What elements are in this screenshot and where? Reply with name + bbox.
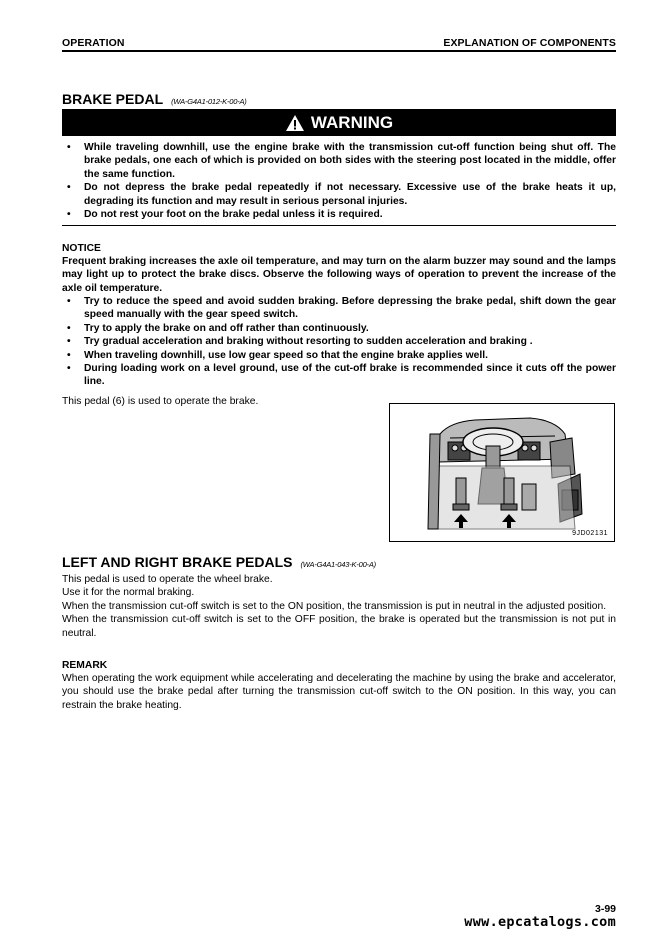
bullet-icon: • [67, 349, 71, 361]
warning-list [62, 141, 616, 221]
lr-brake-code: (WA-G4A1-043-K-00-A) [300, 560, 376, 569]
brake-pedal-title [62, 91, 247, 107]
bullet-icon: • [67, 322, 71, 334]
header-rule [62, 50, 616, 52]
warning-rule [62, 225, 616, 226]
lr-brake-body [62, 573, 616, 640]
paragraph: When the transmission cut-off switch is set to the OFF position, the brake is operated but the transmission is not put in neutral. [62, 614, 616, 639]
watermark: www.epcatalogs.com [464, 914, 616, 930]
brake-pedal-code: (WA-G4A1-012-K-00-A) [171, 97, 247, 106]
notice-intro: Frequent braking increases the axle oil temperature, and may turn on the alarm buzzer may sound and the lamps may light up to protect the brake discs. Observe the following ways of operation to prevent the increase of the axle oil temperature. [62, 256, 616, 294]
brake-pedal-figure [389, 403, 615, 542]
page-number: 3-99 [594, 903, 616, 915]
remark-text: When operating the work equipment while accelerating and decelerating the machine by using the brake and accelerator, you should use the brake pedal after turning the transmission cut-off switch to the ON position. In this way, you can restrain the brake heating. [62, 673, 616, 711]
paragraph: When the transmission cut-off switch is set to the ON position, the transmission is put in neutral in the adjusted position. [62, 600, 607, 612]
list-item: • During loading work on a level ground, use of the cut-off brake is recommended since it cuts off the power line. [62, 362, 616, 389]
pedal-description: This pedal (6) is used to operate the brake. [62, 396, 259, 407]
warning-label: WARNING [310, 112, 394, 132]
header-left: OPERATION [62, 37, 125, 49]
lr-brake-title [62, 554, 376, 570]
bullet-icon: • [67, 296, 71, 307]
brake-pedal-title-text: BRAKE PEDAL [62, 91, 164, 107]
header-right: EXPLANATION OF COMPONENTS [443, 37, 616, 49]
notice-list [62, 295, 616, 389]
warning-banner [62, 109, 616, 136]
bullet-icon: • [67, 209, 71, 221]
bullet-icon: • [67, 142, 71, 153]
list-item: • Try to reduce the speed and avoid sudden braking. Before depressing the brake pedal, shift down the gear speed manually with the gear speed switch. [62, 295, 616, 322]
list-item: • Do not depress the brake pedal repeatedly if not necessary. Excessive use of the brake heats it up, degrading its function and may result in serious personal injuries. [62, 181, 616, 208]
list-item: • While traveling downhill, use the engine brake with the transmission cut-off function being shut off. The brake pedals, one each of which is provided on both sides with the steering post located in the middle, offer the same function. [62, 141, 616, 181]
figure-id: 9JD02131 [572, 530, 608, 537]
bullet-icon: • [67, 363, 71, 375]
warning-triangle-icon [285, 114, 305, 132]
cab-illustration [390, 404, 614, 541]
remark-label: REMARK [62, 660, 108, 671]
list-item: • Try gradual acceleration and braking without resorting to sudden acceleration and braking . [62, 335, 616, 348]
list-item: • Do not rest your foot on the brake pedal unless it is required. [62, 208, 616, 221]
bullet-icon: • [67, 182, 71, 194]
list-item: • Try to apply the brake on and off rather than continuously. [62, 322, 616, 335]
bullet-icon: • [67, 336, 71, 348]
list-item: • When traveling downhill, use low gear speed so that the engine brake applies well. [62, 349, 616, 362]
paragraph: Use it for the normal braking. [62, 587, 195, 599]
lr-brake-title-text: LEFT AND RIGHT BRAKE PEDALS [62, 554, 293, 570]
notice-label: NOTICE [62, 243, 101, 254]
paragraph: This pedal is used to operate the wheel brake. [62, 574, 273, 585]
